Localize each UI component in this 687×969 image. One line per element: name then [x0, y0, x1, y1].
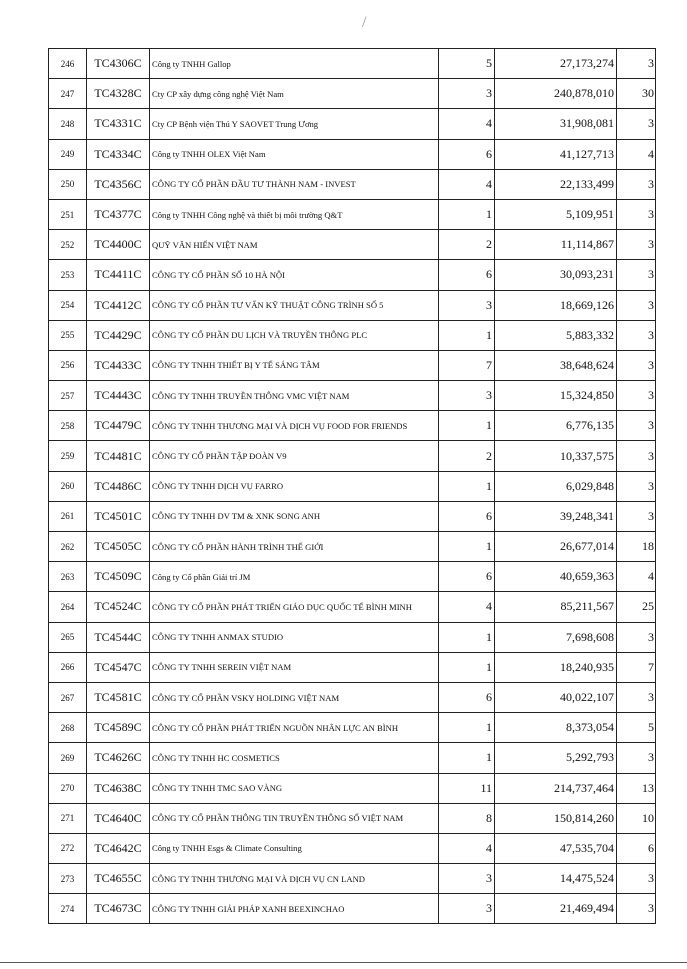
- months-value: 3: [617, 381, 656, 411]
- company-name: CÔNG TY TNHH DV TM & XNK SONG ANH: [150, 501, 439, 531]
- member-code: TC4642C: [87, 833, 150, 863]
- months-value: 7: [617, 652, 656, 682]
- table-row: [49, 411, 656, 441]
- member-code: TC4581C: [87, 682, 150, 712]
- member-code: TC4328C: [87, 79, 150, 109]
- company-name: CÔNG TY CỔ PHẦN VSKY HOLDING VIỆT NAM: [150, 682, 439, 712]
- row-number: 249: [49, 139, 87, 169]
- company-name: CÔNG TY CỔ PHẦN SỐ 10 HÀ NỘI: [150, 260, 439, 290]
- amount-value: 6,776,135: [495, 411, 617, 441]
- member-code: TC4544C: [87, 622, 150, 652]
- table-body: [49, 49, 656, 924]
- table-row: [49, 49, 656, 79]
- table-row: [49, 350, 656, 380]
- row-number: 274: [49, 894, 87, 924]
- count-value: 3: [439, 79, 495, 109]
- row-number: 270: [49, 773, 87, 803]
- member-code: TC4524C: [87, 592, 150, 622]
- amount-value: 30,093,231: [495, 260, 617, 290]
- table-row: [49, 833, 656, 863]
- member-code: TC4331C: [87, 109, 150, 139]
- count-value: 3: [439, 381, 495, 411]
- count-value: 1: [439, 743, 495, 773]
- company-name: Công ty TNHH Công nghệ và thiết bị môi trường Q&T: [150, 199, 439, 229]
- count-value: 1: [439, 320, 495, 350]
- count-value: 1: [439, 471, 495, 501]
- amount-value: 39,248,341: [495, 501, 617, 531]
- company-name: CÔNG TY TNHH ANMAX STUDIO: [150, 622, 439, 652]
- company-name: CÔNG TY CỔ PHẦN ĐẦU TƯ THÀNH NAM - INVEST: [150, 169, 439, 199]
- amount-value: 15,324,850: [495, 381, 617, 411]
- member-code: TC4481C: [87, 441, 150, 471]
- count-value: 6: [439, 562, 495, 592]
- months-value: 18: [617, 532, 656, 562]
- table-row: [49, 864, 656, 894]
- member-code: TC4412C: [87, 290, 150, 320]
- company-name: Công ty Cổ phần Giải trí JM: [150, 562, 439, 592]
- count-value: 5: [439, 49, 495, 79]
- months-value: 3: [617, 290, 656, 320]
- member-code: TC4334C: [87, 139, 150, 169]
- company-name: Công ty TNHH Esgs & Climate Consulting: [150, 833, 439, 863]
- months-value: 3: [617, 49, 656, 79]
- months-value: 10: [617, 803, 656, 833]
- count-value: 2: [439, 230, 495, 260]
- row-number: 263: [49, 562, 87, 592]
- member-code: TC4433C: [87, 350, 150, 380]
- table-row: [49, 230, 656, 260]
- table-row: [49, 682, 656, 712]
- months-value: 13: [617, 773, 656, 803]
- member-code: TC4509C: [87, 562, 150, 592]
- table-row: [49, 803, 656, 833]
- table-row: [49, 79, 656, 109]
- company-name: CÔNG TY TNHH SEREIN VIỆT NAM: [150, 652, 439, 682]
- count-value: 11: [439, 773, 495, 803]
- months-value: 3: [617, 169, 656, 199]
- count-value: 4: [439, 109, 495, 139]
- row-number: 273: [49, 864, 87, 894]
- months-value: 6: [617, 833, 656, 863]
- months-value: 5: [617, 713, 656, 743]
- amount-value: 240,878,010: [495, 79, 617, 109]
- months-value: 25: [617, 592, 656, 622]
- count-value: 1: [439, 411, 495, 441]
- table-row: [49, 169, 656, 199]
- row-number: 254: [49, 290, 87, 320]
- company-name: CÔNG TY TNHH THIẾT BỊ Y TẾ SÁNG TÂM: [150, 350, 439, 380]
- count-value: 1: [439, 622, 495, 652]
- table-row: [49, 501, 656, 531]
- member-code: TC4486C: [87, 471, 150, 501]
- row-number: 258: [49, 411, 87, 441]
- table-row: [49, 139, 656, 169]
- company-name: CÔNG TY TNHH TMC SAO VÀNG: [150, 773, 439, 803]
- table-row: [49, 320, 656, 350]
- company-name: QUỸ VĂN HIẾN VIỆT NAM: [150, 230, 439, 260]
- months-value: 3: [617, 109, 656, 139]
- page-mark: /: [362, 14, 367, 31]
- count-value: 3: [439, 894, 495, 924]
- count-value: 6: [439, 501, 495, 531]
- table-row: [49, 713, 656, 743]
- company-name: CÔNG TY CỔ PHẦN PHÁT TRIỂN NGUỒN NHÂN LỰC AN BÌNH: [150, 713, 439, 743]
- row-number: 246: [49, 49, 87, 79]
- amount-value: 8,373,054: [495, 713, 617, 743]
- member-code: TC4589C: [87, 713, 150, 743]
- company-name: CÔNG TY CỔ PHẦN THÔNG TIN TRUYỀN THÔNG SỐ VIỆT NAM: [150, 803, 439, 833]
- amount-value: 40,022,107: [495, 682, 617, 712]
- amount-value: 6,029,848: [495, 471, 617, 501]
- months-value: 3: [617, 682, 656, 712]
- company-name: CÔNG TY CỔ PHẦN TẬP ĐOÀN V9: [150, 441, 439, 471]
- table-row: [49, 652, 656, 682]
- months-value: 30: [617, 79, 656, 109]
- row-number: 265: [49, 622, 87, 652]
- table-row: [49, 622, 656, 652]
- row-number: 260: [49, 471, 87, 501]
- company-name: CÔNG TY TNHH TRUYỀN THÔNG VMC VIỆT NAM: [150, 381, 439, 411]
- company-name: CÔNG TY TNHH DỊCH VỤ FARRO: [150, 471, 439, 501]
- count-value: 1: [439, 713, 495, 743]
- table-row: [49, 532, 656, 562]
- member-code: TC4655C: [87, 864, 150, 894]
- months-value: 3: [617, 350, 656, 380]
- member-code: TC4547C: [87, 652, 150, 682]
- months-value: 3: [617, 471, 656, 501]
- row-number: 272: [49, 833, 87, 863]
- count-value: 4: [439, 592, 495, 622]
- row-number: 262: [49, 532, 87, 562]
- table-row: [49, 562, 656, 592]
- months-value: 3: [617, 199, 656, 229]
- member-code: TC4626C: [87, 743, 150, 773]
- bottom-divider: [0, 962, 687, 963]
- count-value: 3: [439, 864, 495, 894]
- months-value: 3: [617, 894, 656, 924]
- company-table: [48, 48, 656, 924]
- member-code: TC4638C: [87, 773, 150, 803]
- table-row: [49, 592, 656, 622]
- row-number: 248: [49, 109, 87, 139]
- row-number: 252: [49, 230, 87, 260]
- amount-value: 11,114,867: [495, 230, 617, 260]
- table-row: [49, 773, 656, 803]
- row-number: 253: [49, 260, 87, 290]
- amount-value: 5,109,951: [495, 199, 617, 229]
- company-name: Cty CP Bệnh viện Thú Y SAOVET Trung Ương: [150, 109, 439, 139]
- months-value: 4: [617, 139, 656, 169]
- months-value: 3: [617, 622, 656, 652]
- amount-value: 7,698,608: [495, 622, 617, 652]
- amount-value: 22,133,499: [495, 169, 617, 199]
- member-code: TC4673C: [87, 894, 150, 924]
- count-value: 4: [439, 833, 495, 863]
- member-code: TC4640C: [87, 803, 150, 833]
- amount-value: 40,659,363: [495, 562, 617, 592]
- table-row: [49, 290, 656, 320]
- amount-value: 47,535,704: [495, 833, 617, 863]
- amount-value: 18,240,935: [495, 652, 617, 682]
- count-value: 7: [439, 350, 495, 380]
- row-number: 268: [49, 713, 87, 743]
- count-value: 6: [439, 139, 495, 169]
- amount-value: 85,211,567: [495, 592, 617, 622]
- member-code: TC4356C: [87, 169, 150, 199]
- months-value: 3: [617, 864, 656, 894]
- member-code: TC4411C: [87, 260, 150, 290]
- company-name: CÔNG TY CỔ PHẦN HÀNH TRÌNH THẾ GIỚI: [150, 532, 439, 562]
- amount-value: 5,292,793: [495, 743, 617, 773]
- amount-value: 5,883,332: [495, 320, 617, 350]
- amount-value: 41,127,713: [495, 139, 617, 169]
- count-value: 1: [439, 652, 495, 682]
- company-name: CÔNG TY TNHH HC COSMETICS: [150, 743, 439, 773]
- amount-value: 26,677,014: [495, 532, 617, 562]
- company-name: CÔNG TY TNHH THƯƠNG MẠI VÀ DỊCH VỤ FOOD FOR FRIENDS: [150, 411, 439, 441]
- company-name: CÔNG TY CỔ PHẦN PHÁT TRIỂN GIÁO DỤC QUỐC TẾ BÌNH MINH: [150, 592, 439, 622]
- row-number: 269: [49, 743, 87, 773]
- company-name: CÔNG TY TNHH GIẢI PHÁP XANH BEEXINCHAO: [150, 894, 439, 924]
- company-name: CÔNG TY CỔ PHẦN TƯ VẤN KỸ THUẬT CÔNG TRÌNH SỐ 5: [150, 290, 439, 320]
- member-code: TC4505C: [87, 532, 150, 562]
- months-value: 3: [617, 501, 656, 531]
- table-row: [49, 441, 656, 471]
- months-value: 3: [617, 230, 656, 260]
- member-code: TC4429C: [87, 320, 150, 350]
- member-code: TC4306C: [87, 49, 150, 79]
- company-name: Cty CP xây dựng công nghệ Việt Nam: [150, 79, 439, 109]
- row-number: 250: [49, 169, 87, 199]
- count-value: 8: [439, 803, 495, 833]
- table-row: [49, 894, 656, 924]
- row-number: 271: [49, 803, 87, 833]
- amount-value: 31,908,081: [495, 109, 617, 139]
- row-number: 247: [49, 79, 87, 109]
- count-value: 2: [439, 441, 495, 471]
- months-value: 4: [617, 562, 656, 592]
- row-number: 256: [49, 350, 87, 380]
- count-value: 1: [439, 532, 495, 562]
- table-row: [49, 381, 656, 411]
- company-name: CÔNG TY CỔ PHẦN DU LỊCH VÀ TRUYỀN THÔNG PLC: [150, 320, 439, 350]
- member-code: TC4443C: [87, 381, 150, 411]
- row-number: 261: [49, 501, 87, 531]
- amount-value: 21,469,494: [495, 894, 617, 924]
- months-value: 3: [617, 743, 656, 773]
- amount-value: 14,475,524: [495, 864, 617, 894]
- amount-value: 214,737,464: [495, 773, 617, 803]
- row-number: 251: [49, 199, 87, 229]
- table-row: [49, 199, 656, 229]
- row-number: 257: [49, 381, 87, 411]
- member-code: TC4501C: [87, 501, 150, 531]
- row-number: 267: [49, 682, 87, 712]
- table-row: [49, 743, 656, 773]
- member-code: TC4479C: [87, 411, 150, 441]
- member-code: TC4377C: [87, 199, 150, 229]
- member-code: TC4400C: [87, 230, 150, 260]
- months-value: 3: [617, 320, 656, 350]
- company-name: Công ty TNHH Gallop: [150, 49, 439, 79]
- count-value: 6: [439, 260, 495, 290]
- count-value: 3: [439, 290, 495, 320]
- amount-value: 18,669,126: [495, 290, 617, 320]
- table-row: [49, 109, 656, 139]
- months-value: 3: [617, 411, 656, 441]
- amount-value: 150,814,260: [495, 803, 617, 833]
- count-value: 1: [439, 199, 495, 229]
- company-name: Công ty TNHH OLEX Việt Nam: [150, 139, 439, 169]
- row-number: 259: [49, 441, 87, 471]
- months-value: 3: [617, 441, 656, 471]
- months-value: 3: [617, 260, 656, 290]
- row-number: 266: [49, 652, 87, 682]
- count-value: 6: [439, 682, 495, 712]
- amount-value: 10,337,575: [495, 441, 617, 471]
- company-name: CÔNG TY TNHH THƯƠNG MẠI VÀ DỊCH VỤ CN LAND: [150, 864, 439, 894]
- amount-value: 38,648,624: [495, 350, 617, 380]
- count-value: 4: [439, 169, 495, 199]
- row-number: 264: [49, 592, 87, 622]
- table-row: [49, 260, 656, 290]
- row-number: 255: [49, 320, 87, 350]
- amount-value: 27,173,274: [495, 49, 617, 79]
- table-row: [49, 471, 656, 501]
